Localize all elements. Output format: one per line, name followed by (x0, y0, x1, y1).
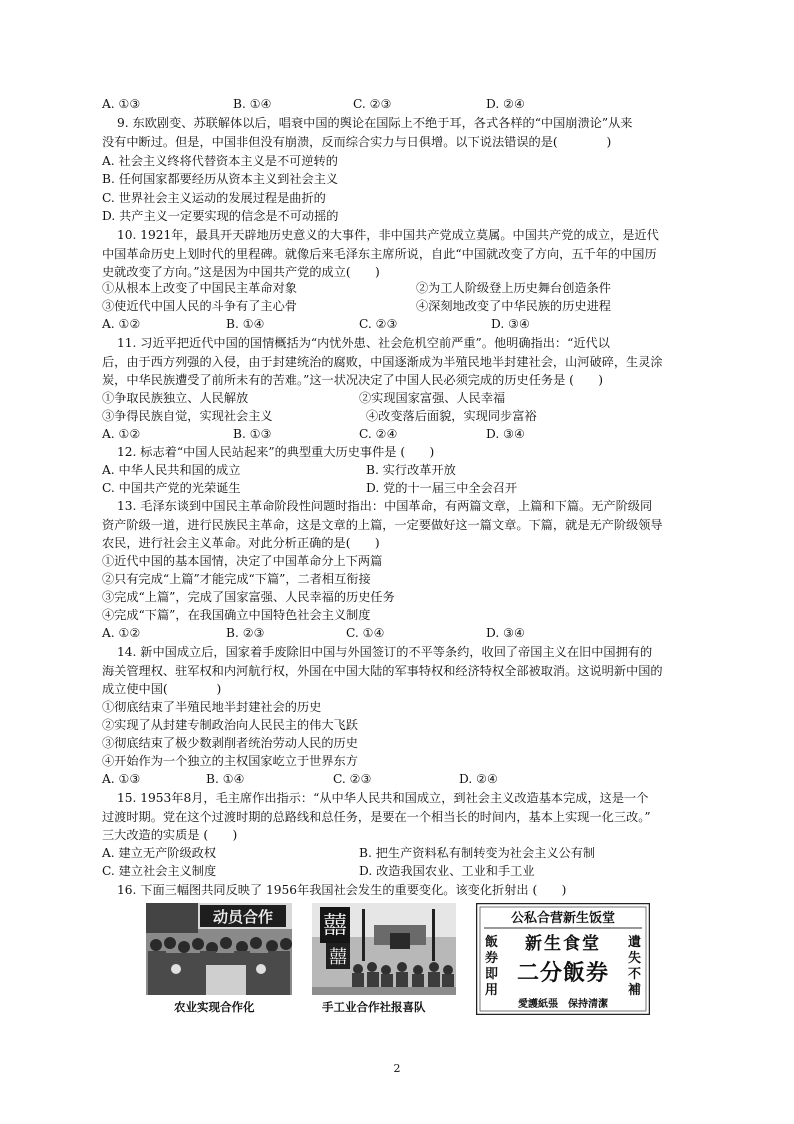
q13-statement-3: ③完成“上篇”，完成了国家富强、人民幸福的历史任务 (102, 590, 395, 604)
option-b: B. ①④ (226, 317, 265, 331)
q10-statements (0, 297, 794, 315)
statement-1: ①争取民族独立、人民解放 (102, 391, 249, 405)
q9-option-a: A. 社会主义终将代替资本主义是不可逆转的 (102, 154, 338, 168)
option-d: D. 党的十一届三中全会召开 (366, 481, 518, 495)
q12-options (0, 479, 794, 497)
statement-4: ④深刻地改变了中华民族的历史进程 (416, 299, 611, 313)
option-a: A. ①③ (102, 97, 141, 111)
meal-ticket-drawing (476, 903, 650, 1015)
photo-caption: 手工业合作社报喜队 (322, 1000, 426, 1014)
q15-stem-line: 过渡时期。党在这个过渡时期的总路线和总任务，是要在一个相当长的时间内，基本上实现一化三改。” (102, 810, 651, 824)
q11-statements (0, 407, 794, 425)
photo-agricultural-cooperation (146, 903, 292, 1015)
q15-stem-line: 三大改造的实质是 ( ) (102, 828, 238, 842)
q10-options (0, 315, 794, 333)
q14-statement-3: ③彻底结束了极少数剥削者统治劳动人民的历史 (102, 736, 358, 750)
option-b: B. 实行改革开放 (366, 463, 456, 477)
q10-statements (0, 279, 794, 297)
q14-statement-4: ④开始作为一个独立的主权国家屹立于世界东方 (102, 754, 358, 768)
option-b: B. ①④ (233, 97, 272, 111)
q10-stem-line: 中国革命历史上划时代的里程碑。就像后来毛泽东主席所说，自此“中国就改变了方向，五千年的中国历 (102, 247, 657, 261)
q11-stem-line: 炭，中华民族遭受了前所未有的苦难。”这一状况决定了中国人民必须完成的历史任务是 ( ) (102, 373, 604, 387)
q9-option-d: D. 共产主义一定要实现的信念是不可动摇的 (102, 209, 339, 223)
q8-options (0, 95, 794, 113)
statement-2: ②为工人阶级登上历史舞台创造条件 (416, 281, 611, 295)
statement-1: ①从根本上改变了中国民主革命对象 (102, 281, 297, 295)
option-a: A. ①② (102, 427, 141, 441)
statement-2: ②实现国家富强、人民幸福 (359, 391, 506, 405)
ticket-right-text: 遺失不補 (628, 935, 642, 998)
page-number: 2 (393, 1062, 401, 1075)
q10-stem-line: 史就改变了方向。”这是因为中国共产党的成立( ) (102, 265, 380, 279)
option-d: D. ②④ (459, 772, 498, 786)
option-a: A. 建立无产阶级政权 (102, 846, 217, 860)
photo-parade-drawing (312, 903, 456, 995)
option-d: D. ③④ (491, 317, 530, 331)
q14-statement-2: ②实现了从封建专制政治向人民民主的伟大飞跃 (102, 718, 358, 732)
q15-options (0, 862, 794, 880)
q13-statement-4: ④完成“下篇”，在我国确立中国特色社会主义制度 (102, 608, 371, 622)
option-d: D. 改造我国农业、工业和手工业 (359, 864, 535, 878)
photo-meal-ticket (476, 903, 650, 1015)
q12-options (0, 461, 794, 479)
q14-stem-line: 海关管理权、驻军权和内河航行权，外国在中国大陆的军事特权和经济特权全部被取消。这说明新中国的 (102, 664, 663, 678)
q11-stem-line: 后，由于西方列强的入侵，由于封建统治的腐败，中国逐渐成为半殖民地半封建社会，山河破碎，生灵涂 (102, 355, 663, 369)
q13-options (0, 624, 794, 642)
q14-statement-1: ①彻底结束了半殖民地半封建社会的历史 (102, 700, 322, 714)
option-b: B. ②③ (226, 626, 265, 640)
option-d: D. ③④ (486, 626, 525, 640)
option-d: D. ③④ (486, 427, 525, 441)
option-c: C. 中国共产党的光荣诞生 (102, 481, 241, 495)
ticket-title: 新生食堂 (525, 934, 601, 954)
q13-stem-line: 农民，进行社会主义革命。对此分析正确的是( ) (102, 536, 380, 550)
ticket-header: 公私合营新生饭堂 (510, 911, 616, 926)
q9-stem-line: 没有中断过。但是，中国非但没有崩溃，反而综合实力与日俱增。以下说法错误的是( ) (102, 135, 612, 149)
q10-stem-line: 10. 1921年，最具开天辟地历史意义的大事件，非中国共产党成立莫属。中国共产党的成立，是近代 (117, 228, 659, 242)
q13-stem-line: 13. 毛泽东谈到中国民主革命阶段性问题时指出：中国革命，有两篇文章，上篇和下篇。无产阶级同 (117, 499, 653, 513)
photo-caption: 农业实现合作化 (174, 1000, 255, 1014)
q9-stem-line: 9. 东欧剧变、苏联解体以后，唱衰中国的舆论在国际上不绝于耳，各式各样的“中国崩溃论”从来 (117, 116, 633, 130)
q9-option-b: B. 任何国家都要经历从资本主义到社会主义 (102, 172, 339, 186)
photo-banner-text: 动员合作 (212, 908, 274, 926)
option-a: A. ①② (102, 317, 141, 331)
statement-3: ③争得民族自觉，实现社会主义 (102, 409, 273, 423)
q11-options (0, 425, 794, 443)
q13-stem-line: 资产阶级一道，进行民族民主革命，这是文章的上篇，一定要做好这一篇文章。下篇，就是无产阶级领导 (102, 518, 663, 532)
q13-statement-1: ①近代中国的基本国情，决定了中国革命分上下两篇 (102, 554, 383, 568)
q15-stem-line: 15. 1953年8月，毛主席作出指示：“从中华人民共和国成立，到社会主义改造基本完成，这是一个 (117, 791, 649, 805)
ticket-footer: 愛護紙張 保持清潔 (518, 999, 608, 1010)
option-c: C. ②④ (359, 427, 398, 441)
option-a: A. ①③ (102, 772, 141, 786)
q14-options (0, 770, 794, 788)
option-b: B. ①③ (233, 427, 272, 441)
option-c: C. ②③ (353, 97, 392, 111)
statement-3: ③使近代中国人民的斗争有了主心骨 (102, 299, 297, 313)
photo-image (146, 903, 292, 995)
statement-4: ④改变落后面貌，实现同步富裕 (366, 409, 537, 423)
ticket-left-text: 飯券即用 (485, 935, 499, 998)
option-b: B. 把生产资料私有制转变为社会主义公有制 (359, 846, 596, 860)
q12-stem-line: 12. 标志着“中国人民站起来”的典型重大历史事件是 ( ) (117, 445, 435, 459)
q14-stem-line: 14. 新中国成立后，国家着手废除旧中国与外国签订的不平等条约，收回了帝国主义在旧中国拥有的 (117, 645, 653, 659)
q11-stem-line: 11. 习近平把近代中国的国情概括为“内忧外患、社会危机空前严重”。他明确指出：“近代以 (117, 336, 610, 350)
photo-banner-text-2: 囍 (329, 947, 347, 968)
option-d: D. ②④ (486, 97, 525, 111)
option-a: A. 中华人民共和国的成立 (102, 463, 241, 477)
photo-banner-text: 囍 (323, 911, 347, 939)
q14-stem-line: 成立使中国( ) (102, 682, 222, 696)
q15-options (0, 844, 794, 862)
photo-handicraft-cooperative (312, 903, 456, 1015)
ticket-amount: 二分飯券 (516, 960, 610, 986)
option-a: A. ①② (102, 626, 141, 640)
q13-statement-2: ②只有完成“上篇”才能完成“下篇”，二者相互衔接 (102, 572, 371, 586)
option-c: C. ②③ (333, 772, 372, 786)
photo-crowd-drawing (146, 903, 292, 995)
q11-statements (0, 389, 794, 407)
q16-stem-line: 16. 下面三幅图共同反映了 1956年我国社会发生的重要变化。该变化折射出 ( ) (117, 883, 567, 897)
q9-option-c: C. 世界社会主义运动的发展过程是曲折的 (102, 191, 326, 205)
option-c: C. 建立社会主义制度 (102, 864, 217, 878)
option-c: C. ②③ (359, 317, 398, 331)
photo-image (312, 903, 456, 995)
figure-group (146, 903, 650, 1015)
option-c: C. ①④ (346, 626, 385, 640)
option-b: B. ①④ (206, 772, 245, 786)
